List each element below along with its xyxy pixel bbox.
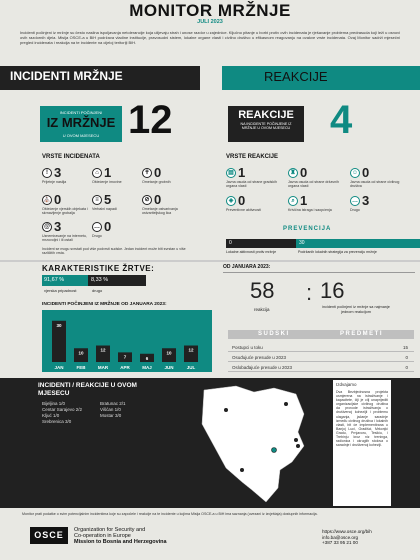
email-link[interactable]: info.ba@osce.org — [322, 534, 359, 540]
reaction-type-label: Javna osuda od strane državnih organa vlasti — [288, 180, 339, 189]
reactions-box-big: REAKCIJE — [238, 109, 294, 121]
reaction-type-value: 0 — [238, 193, 246, 208]
reactions-box-sub: NA INCIDENTE POČINJENE IZ MRŽNJE U OVOM MJESECU — [240, 122, 292, 131]
reaction-type-value: 1 — [300, 193, 308, 208]
prevention-right-value: 30 — [299, 240, 305, 246]
prevention-left-label: Lokalne aktivnosti protiv mržnje — [226, 250, 277, 254]
incident-type-label: Uznemiravanje na internetu, mrzovoljni i ili ostali — [42, 234, 87, 243]
other-icon: … — [94, 224, 100, 230]
since-right-rule — [223, 272, 415, 273]
map-marker — [240, 468, 244, 472]
incident-type-label: Ometanje grobnih — [142, 180, 171, 184]
bar-category-label: FEB — [76, 365, 86, 370]
bar-value-label: 6 — [145, 355, 149, 361]
map-marker — [272, 448, 277, 453]
locations-right-list — [100, 401, 126, 419]
locations-title: INCIDENTI / REAKCIJE U OVOM MJESECU — [38, 382, 137, 397]
locations-left-list — [42, 401, 82, 425]
victims-right-label: drugo — [92, 288, 103, 293]
reaction-type-label: Drugo — [350, 208, 360, 212]
incidents-header: INCIDENTI MRŽNJE — [10, 69, 123, 83]
contact-info — [322, 529, 372, 546]
incidents-box-small: INCIDENTI POČINJENI — [59, 110, 103, 115]
block-icon: ⊘ — [142, 195, 152, 205]
incident-type-label: Oštećenje vjerskih objekata i skrnavljenje grobalja — [42, 207, 88, 216]
bar-value-label: 10 — [166, 350, 172, 356]
incident-type-value: 0 — [54, 192, 62, 207]
incident-type-value: 0 — [154, 165, 162, 180]
court-col-a: SUDSKI — [258, 331, 290, 337]
bar-category-label: JUN — [164, 365, 174, 370]
bar-category-label: JUL — [186, 365, 196, 370]
incident-type-label: Drugo — [92, 234, 102, 238]
incidents-count: 12 — [128, 98, 173, 142]
intro-text: Incidenti počinjeni iz mržnje su često nasilna ispoljavanja netolerancije koja ulijevaju strah i unose razdor u zajednice. Ključno pitanje u borbi protiv ovih incidenata je rješavanje problema predrasuda koji leži u osnovi ovih razdornih djela. Misija OSCE-a u BiH podržava vladine institucije, pravosudni sistem, lokalne organe vlasti i civilno društvo u efikasnom reagovanju na ovakve vrste incidenata. Ovaj Monitor sadrži mjesečni pregled incidenata i reakcija na te incidente na cijeloj teritoriji BiH. — [20, 30, 400, 45]
bar-value-label: 30 — [56, 322, 62, 328]
speech-icon: ≡ — [92, 195, 102, 205]
grave-icon: ✝ — [142, 168, 152, 178]
incident-type-label: Oštećenje imovine — [92, 180, 122, 184]
phone-number: +387 33 95 21 00 — [322, 540, 358, 545]
building-icon: ▤ — [226, 168, 236, 178]
reactions-since-label: reakcija — [254, 307, 270, 312]
reaction-type-label: Preventivne aktivnosti — [226, 208, 261, 212]
incident-types-note: Incident se mogu svrstati pod više podvrsti sudske. Jedan incident može biti svrstan u više različitih vrsta. — [42, 247, 186, 256]
prevention-left-value: 0 — [229, 240, 232, 246]
incidents-since-label: incidenti počinjeni iz mržnje sa najmanje jednom reakcijom — [322, 305, 390, 314]
location-item: Kljuć 1/0 — [42, 413, 60, 418]
court-col-b: PREDMETI — [340, 331, 384, 337]
map-marker — [224, 408, 228, 412]
month-label: JULI 2023 — [197, 19, 223, 25]
prevention-right-label: Podržanih lokalnih strategija za prevenciju mržnje — [298, 250, 377, 254]
highlight-title: Izdvajamo — [336, 382, 357, 387]
bar-category-label: MAR — [97, 365, 109, 370]
map-marker — [296, 444, 300, 448]
victims-left-value: 91,67 % — [42, 275, 88, 286]
incident-type-value: 0 — [104, 219, 112, 234]
incidents-box-big: IZ MRŽNJE — [46, 115, 116, 130]
bar-value-label: 7 — [123, 354, 127, 360]
incident-type-value: 1 — [104, 165, 112, 180]
people-icon: ☺ — [351, 170, 359, 176]
reaction-type-value: 3 — [362, 193, 370, 208]
osce-logo: OSCE — [30, 527, 68, 544]
prevention-title: PREVENCIJA — [283, 226, 332, 232]
location-item: Centar Sarajevo 2/2 — [42, 407, 83, 412]
divider — [0, 260, 420, 262]
property-icon: ⌂ — [92, 168, 102, 178]
reactions-since-count: 58 — [250, 278, 275, 303]
page-title: MONITOR MRŽNJE — [129, 1, 291, 20]
location-item: Bijeljina 1/0 — [42, 401, 66, 406]
bar-chart — [42, 310, 212, 372]
colon: : — [306, 280, 313, 305]
location-item: Srebrenica 3/0 — [42, 419, 72, 424]
bar-value-label: 10 — [78, 350, 84, 356]
victims-title: KARAKTERISTIKE ŽRTVE: — [42, 264, 155, 273]
bar-chart-panel — [42, 310, 212, 372]
incident-types-title: VRSTE INCIDENATA — [42, 154, 100, 160]
incident-type-label: Verbalni napadi — [92, 207, 117, 211]
reactions-header: REAKCIJE — [264, 69, 328, 84]
reaction-type-value: 0 — [300, 165, 308, 180]
incident-type-label: Prijetnje nasilja — [42, 180, 67, 184]
reaction-types-title: VRSTE REAKCIJE — [226, 154, 279, 160]
bih-map — [196, 384, 316, 506]
map-shape — [202, 386, 304, 502]
highlight-box — [333, 380, 391, 506]
since-right-title: OD JANUARA 2023: — [223, 264, 271, 270]
court-row-acquittals: Oslobađajuće presude u 2023 0 — [228, 364, 414, 372]
highlight-body: Dva Bezbjednosna projekta usmjerena na istraživanje i kapacitete, čiji je cilj unaprijediti organizacijske civilnog društva da provode istraživanja o društvenoj kohezijii i problemu ulaganja, jačanje saradnje između civilnog društva i lokalnih vlasti, bit će implementirana u Banjoj Luci, Gradišci, Mrkonjić Gradu, Prnjavoru, Tesliću, i Trebinju kroz niz treninga, radionica i okruglih stolova o saradnje i društvenoj koheziji. — [336, 390, 388, 448]
shield-icon: ◈ — [226, 196, 236, 206]
location-item: Bratunac 2/1 — [100, 401, 126, 406]
bar-category-label: APR — [120, 365, 130, 370]
incidents-box-sub: U OVOM MJESECU — [62, 133, 100, 138]
incidents-box — [40, 106, 122, 142]
since-left-title: INCIDENTI POČINJENI IZ MRŽNJE OD JANUARA 2023: — [42, 302, 167, 307]
court-row-pending: Postupci u toku 15 — [228, 344, 414, 352]
gov-icon: ♜ — [288, 168, 298, 178]
court-header — [228, 330, 414, 339]
threat-icon: ! — [42, 168, 52, 178]
search-icon: ⌕ — [288, 196, 298, 206]
bar-value-label: 12 — [188, 347, 194, 353]
reaction-type-label: Javna osuda od strane civilnog društva — [350, 180, 400, 189]
map-marker — [294, 438, 298, 442]
map-marker — [284, 402, 288, 406]
prevention-right-bar — [296, 239, 420, 248]
reaction-type-label: Javna osuda od strane gradskih organa vlasti — [226, 180, 277, 189]
incident-type-value: 5 — [104, 192, 112, 207]
incident-type-value: 3 — [54, 165, 62, 180]
location-item: Mostar 3/0 — [100, 413, 122, 418]
bar-category-label: JAN — [54, 365, 64, 370]
reaction-type-label: Krivična istraga i saopćenja — [288, 208, 332, 212]
reaction-type-value: 1 — [238, 165, 246, 180]
victims-left-label: vjerska pripadnost — [44, 288, 77, 293]
dots-icon: … — [352, 198, 358, 204]
location-item: Višćan 1/0 — [100, 407, 121, 412]
website-link[interactable]: https://www.osce.org/bih — [322, 529, 372, 534]
court-row-convictions: Osuđujuće presude u 2023 0 — [228, 354, 414, 362]
footer-note: Monitor prati podatke o svim potencijalnim incidentima koje su započele i reakcije na te incidente u kojima Misija OSCE-a u BiH ima saznanja (uvezani iz izvještaja) dostupnih informacija. — [22, 512, 318, 516]
incident-type-label: Ometanje ostvarivanja ostvariteljskog lica — [142, 207, 178, 216]
bar-value-label: 12 — [100, 347, 106, 353]
incident-type-value: 0 — [154, 192, 162, 207]
prevention-left-bar — [226, 239, 296, 248]
bar-category-label: MAJ — [142, 365, 152, 370]
reaction-type-value: 0 — [362, 165, 370, 180]
reactions-box — [228, 106, 304, 142]
reactions-count: 4 — [330, 98, 353, 142]
internet-icon: @ — [42, 222, 52, 232]
incidents-since-count: 16 — [320, 278, 345, 303]
victims-right-value: 8,33 % — [88, 275, 146, 286]
incident-type-value: 3 — [54, 219, 62, 234]
church-icon: ⛪ — [43, 197, 51, 203]
org-name: Organization for Security and Co-operation in Europe Mission to Bosnia and Herzegovina — [74, 527, 167, 545]
